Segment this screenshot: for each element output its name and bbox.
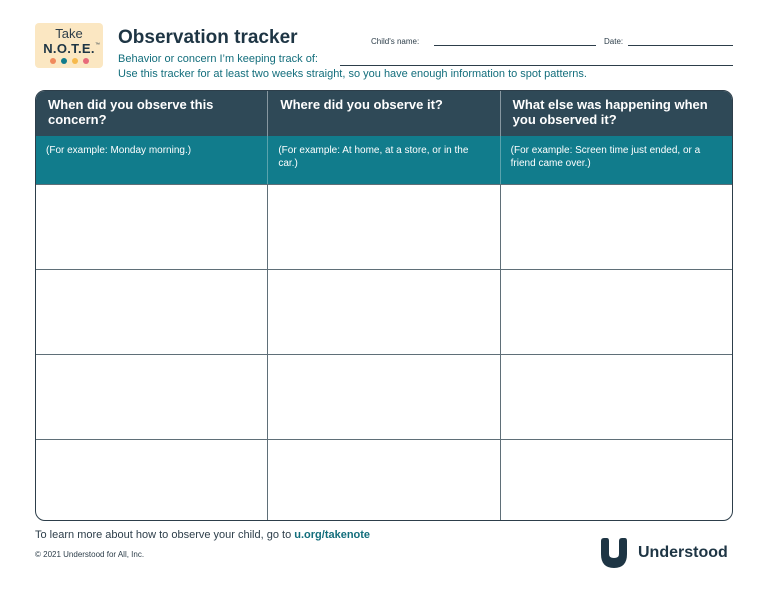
example-when: (For example: Monday morning.) [46,145,192,156]
logo-dot-1 [50,58,56,64]
child-name-field[interactable] [434,45,596,46]
take-note-logo [35,23,103,68]
example-where: (For example: At home, at a store, or in the car.) [267,136,499,184]
table-row [36,184,732,269]
entry-cell-what-else[interactable] [500,440,732,521]
entry-cell-where[interactable] [267,355,499,439]
table-row [36,269,732,354]
understood-brand [598,538,728,568]
copyright: © 2021 Understood for All, Inc. [35,550,145,559]
entry-cell-when[interactable] [36,355,267,439]
observation-table [35,90,733,521]
logo-trademark: ™ [95,42,100,48]
understood-logo-icon [598,538,630,568]
instruction-text: Use this tracker for at least two weeks straight, so you have enough information to spot patterns. [118,68,587,80]
entry-cell-where[interactable] [267,185,499,269]
date-label: Date: [604,37,624,46]
logo-note-text: N.O.T.E. [43,41,95,56]
page-title: Observation tracker [118,27,298,48]
takenote-link[interactable]: u.org/takenote [294,529,371,541]
table-row [36,354,732,439]
entry-cell-when[interactable] [36,270,267,354]
example-row [36,136,732,184]
entry-cell-what-else[interactable] [500,185,732,269]
table-row [36,439,732,521]
entry-cell-when[interactable] [36,440,267,521]
footer-note [35,529,370,541]
column-header-when: When did you observe this concern? [48,97,214,127]
entry-cell-when[interactable] [36,185,267,269]
behavior-field[interactable] [340,65,733,66]
logo-take-text: Take [55,26,83,41]
date-field[interactable] [628,45,733,46]
footer-text: To learn more about how to observe your child, go to [35,529,295,541]
entry-cell-where[interactable] [267,270,499,354]
logo-dot-4 [83,58,89,64]
column-header-what-else: What else was happening when you observed it? [500,91,732,136]
entry-cell-what-else[interactable] [500,355,732,439]
table-header-row [36,91,732,136]
child-name-label: Child's name: [371,37,420,46]
entry-cell-what-else[interactable] [500,270,732,354]
logo-dot-3 [72,58,78,64]
behavior-label: Behavior or concern I’m keeping track of: [118,53,318,65]
column-header-where: Where did you observe it? [267,91,499,136]
entry-cell-where[interactable] [267,440,499,521]
example-what-else: (For example: Screen time just ended, or a friend came over.) [500,136,732,184]
understood-wordmark: Understood [638,544,728,561]
logo-dots [35,58,103,64]
logo-dot-2 [61,58,67,64]
